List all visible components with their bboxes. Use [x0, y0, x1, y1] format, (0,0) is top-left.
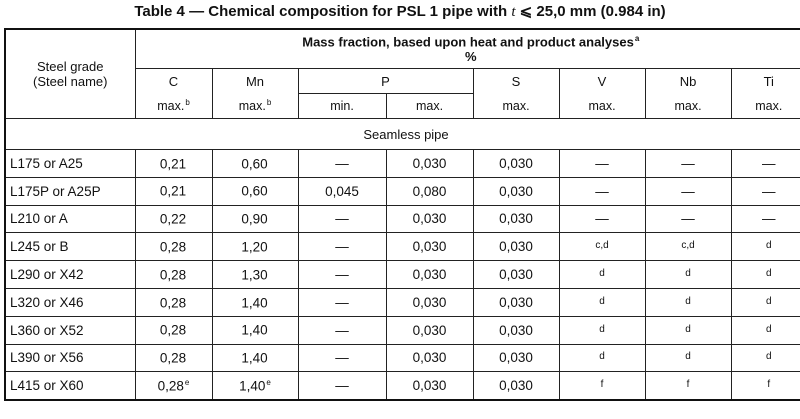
- carbon-cell: [135, 372, 212, 400]
- phosphorus-max-cell-value: 0,030: [412, 211, 447, 227]
- mass-fraction-footnote: a: [634, 33, 640, 43]
- phosphorus-min-cell: [298, 233, 386, 261]
- manganese-cell: [212, 233, 298, 261]
- manganese-cell: [212, 288, 298, 316]
- table-title-suffix: ⩽ 25,0 mm (0.984 in): [515, 3, 666, 20]
- sulfur-cell: [473, 177, 559, 205]
- titanium-cell-value: d: [765, 295, 772, 307]
- titanium-cell: [731, 205, 800, 233]
- table-row: [5, 205, 800, 233]
- carbon-cell-value: 0,21: [159, 183, 187, 199]
- niobium-cell-value: d: [685, 268, 691, 280]
- carbon-cell: [135, 261, 212, 289]
- phosphorus-max-cell-value: 0,030: [412, 322, 447, 338]
- limit-s: max.: [473, 94, 559, 119]
- titanium-cell: [731, 233, 800, 261]
- carbon-cell: [135, 344, 212, 372]
- phosphorus-max-cell: [386, 261, 473, 289]
- sulfur-cell-value: 0,030: [499, 155, 533, 171]
- phosphorus-min-cell: [298, 205, 386, 233]
- titanium-cell: [731, 372, 800, 400]
- titanium-cell-value: d: [765, 323, 772, 335]
- steel-grade-cell: [5, 288, 135, 316]
- percent-label: %: [464, 49, 477, 65]
- sulfur-cell-value: 0,030: [499, 267, 533, 283]
- manganese-cell-value: 1,40: [241, 322, 268, 338]
- titanium-cell: [731, 177, 800, 205]
- steel-grade-header: [5, 29, 135, 119]
- table-row: [5, 344, 800, 372]
- titanium-cell-value: —: [762, 155, 776, 171]
- table-title-prefix: Table 4 — Chemical composition for PSL 1 pipe with: [134, 3, 512, 20]
- steel-grade-cell: [5, 205, 135, 233]
- table-row: [5, 177, 800, 205]
- manganese-cell-value: 0,90: [241, 211, 268, 227]
- carbon-cell: [135, 177, 212, 205]
- sulfur-cell: [473, 261, 559, 289]
- element-header-c: C: [135, 69, 212, 94]
- manganese-cell-value: 1,40: [239, 378, 266, 394]
- manganese-cell: [212, 344, 298, 372]
- steel-grade-cell-value: L175P or A25P: [10, 183, 101, 199]
- vanadium-cell: [559, 233, 645, 261]
- section-row: [5, 119, 800, 150]
- steel-grade-cell: [5, 372, 135, 400]
- titanium-cell-value: d: [765, 240, 772, 252]
- vanadium-cell-value: d: [599, 268, 605, 280]
- carbon-cell-footnote: e: [184, 378, 190, 388]
- element-header-s: S: [473, 69, 559, 94]
- vanadium-cell-value: d: [599, 351, 605, 363]
- manganese-cell-footnote: e: [266, 378, 271, 388]
- carbon-cell: [135, 205, 212, 233]
- limit-mn: [212, 94, 298, 119]
- phosphorus-min-cell-value: —: [335, 267, 349, 283]
- sulfur-cell: [473, 316, 559, 344]
- carbon-cell-value: 0,28: [159, 350, 187, 366]
- phosphorus-min-cell: [298, 344, 386, 372]
- carbon-cell: [135, 288, 212, 316]
- sulfur-cell-value: 0,030: [499, 294, 533, 310]
- vanadium-cell: [559, 288, 645, 316]
- steel-grade-cell-value: L390 or X56: [10, 350, 84, 366]
- phosphorus-min-cell: [298, 177, 386, 205]
- niobium-cell-value: c,d: [681, 240, 695, 252]
- vanadium-cell: [559, 372, 645, 400]
- phosphorus-max-cell: [386, 233, 473, 261]
- phosphorus-min-cell: [298, 372, 386, 400]
- steel-grade-cell-value: L360 or X52: [10, 322, 84, 338]
- vanadium-cell: [559, 344, 645, 372]
- vanadium-cell: [559, 150, 645, 178]
- manganese-cell-value: 1,20: [241, 239, 268, 255]
- phosphorus-max-cell: [386, 205, 473, 233]
- niobium-cell-value: f: [686, 379, 690, 391]
- niobium-cell: [645, 288, 731, 316]
- niobium-cell-value: d: [685, 295, 691, 307]
- table-title: [0, 0, 800, 27]
- steel-grade-cell: [5, 150, 135, 178]
- limit-c-text: max.: [157, 99, 185, 114]
- phosphorus-min-cell-value: —: [335, 294, 349, 310]
- sulfur-cell: [473, 344, 559, 372]
- carbon-cell-value: 0,28: [159, 267, 187, 283]
- carbon-cell-value: 0,28: [157, 378, 184, 394]
- phosphorus-min-cell-value: 0,045: [325, 183, 359, 199]
- sulfur-cell-value: 0,030: [499, 378, 533, 394]
- table-row: [5, 288, 800, 316]
- niobium-cell: [645, 372, 731, 400]
- table-row: [5, 372, 800, 400]
- titanium-cell: [731, 261, 800, 289]
- phosphorus-max-cell-value: 0,080: [412, 183, 447, 199]
- element-header-mn: Mn: [212, 69, 298, 94]
- phosphorus-max-cell-value: 0,030: [412, 239, 447, 255]
- phosphorus-min-cell: [298, 316, 386, 344]
- steel-name-label: (Steel name): [33, 74, 108, 89]
- steel-grade-cell-value: L210 or A: [10, 211, 68, 227]
- phosphorus-max-cell: [386, 288, 473, 316]
- mass-fraction-label: Mass fraction, based upon heat and product analyses: [302, 34, 634, 50]
- table-row: [5, 261, 800, 289]
- vanadium-cell: [559, 177, 645, 205]
- titanium-cell: [731, 344, 800, 372]
- niobium-cell: [645, 150, 731, 178]
- carbon-cell-value: 0,28: [159, 295, 187, 311]
- phosphorus-min-cell: [298, 261, 386, 289]
- manganese-cell-value: 1,30: [241, 267, 268, 283]
- mass-fraction-header: [135, 29, 800, 69]
- limit-mn-footnote: b: [266, 98, 272, 108]
- niobium-cell: [645, 233, 731, 261]
- phosphorus-min-cell-value: —: [335, 350, 349, 366]
- niobium-cell: [645, 344, 731, 372]
- steel-grade-cell-value: L290 or X42: [10, 267, 84, 283]
- element-header-p: P: [298, 69, 473, 94]
- phosphorus-min-cell-value: —: [335, 155, 349, 171]
- steel-grade-cell-value: L175 or A25: [10, 155, 83, 171]
- phosphorus-min-cell-value: —: [335, 378, 349, 394]
- limit-p-max: max.: [386, 94, 473, 119]
- manganese-cell: [212, 316, 298, 344]
- vanadium-cell-value: —: [595, 155, 609, 171]
- steel-grade-label: Steel grade: [37, 59, 104, 74]
- carbon-cell-value: 0,22: [159, 211, 187, 227]
- manganese-cell: [212, 150, 298, 178]
- sulfur-cell: [473, 233, 559, 261]
- sulfur-cell-value: 0,030: [499, 183, 533, 199]
- steel-grade-cell: [5, 233, 135, 261]
- manganese-cell: [212, 261, 298, 289]
- limit-v: max.: [559, 94, 645, 119]
- phosphorus-min-cell: [298, 288, 386, 316]
- titanium-cell-value: d: [765, 351, 772, 363]
- phosphorus-min-cell-value: —: [335, 322, 349, 338]
- table-row: [5, 150, 800, 178]
- phosphorus-max-cell-value: 0,030: [412, 294, 447, 310]
- limit-p-min: min.: [298, 94, 386, 119]
- titanium-cell-value: —: [762, 211, 776, 227]
- phosphorus-max-cell: [386, 316, 473, 344]
- phosphorus-min-cell: [298, 150, 386, 178]
- niobium-cell-value: d: [685, 351, 691, 363]
- vanadium-cell-value: —: [595, 183, 609, 199]
- phosphorus-min-cell-value: —: [335, 211, 349, 227]
- steel-grade-cell: [5, 261, 135, 289]
- carbon-cell: [135, 316, 212, 344]
- sulfur-cell: [473, 288, 559, 316]
- phosphorus-max-cell-value: 0,030: [412, 155, 447, 171]
- titanium-cell-value: d: [765, 268, 772, 280]
- vanadium-cell: [559, 261, 645, 289]
- steel-grade-cell: [5, 344, 135, 372]
- limit-c-footnote: b: [185, 98, 190, 108]
- vanadium-cell-value: d: [599, 323, 605, 335]
- sulfur-cell: [473, 150, 559, 178]
- chemical-composition-table: [4, 28, 800, 401]
- titanium-cell-value: f: [767, 379, 771, 391]
- titanium-cell-value: —: [762, 183, 776, 199]
- phosphorus-max-cell: [386, 344, 473, 372]
- element-header-nb: Nb: [645, 69, 731, 94]
- steel-grade-cell-value: L245 or B: [10, 239, 69, 255]
- phosphorus-max-cell-value: 0,030: [412, 378, 447, 394]
- niobium-cell: [645, 261, 731, 289]
- niobium-cell: [645, 205, 731, 233]
- steel-grade-cell: [5, 177, 135, 205]
- manganese-cell-value: 0,60: [241, 156, 268, 172]
- manganese-cell-value: 1,40: [241, 350, 268, 366]
- niobium-cell-value: —: [681, 211, 695, 227]
- table-body: [5, 150, 800, 401]
- vanadium-cell-value: —: [595, 211, 609, 227]
- phosphorus-max-cell-value: 0,030: [412, 267, 447, 283]
- carbon-cell: [135, 150, 212, 178]
- titanium-cell: [731, 288, 800, 316]
- manganese-cell-value: 1,40: [241, 295, 268, 311]
- thickness-variable: t: [511, 4, 516, 20]
- vanadium-cell: [559, 205, 645, 233]
- phosphorus-max-cell-value: 0,030: [412, 350, 447, 366]
- titanium-cell: [731, 150, 800, 178]
- element-header-ti: Ti: [731, 69, 800, 94]
- limit-mn-text: max.: [238, 99, 266, 114]
- table-row: [5, 316, 800, 344]
- sulfur-cell-value: 0,030: [499, 239, 533, 255]
- limit-nb: max.: [645, 94, 731, 119]
- sulfur-cell-value: 0,030: [499, 350, 533, 366]
- sulfur-cell: [473, 372, 559, 400]
- header-row-mass-fraction: [5, 29, 800, 69]
- phosphorus-max-cell: [386, 150, 473, 178]
- niobium-cell: [645, 316, 731, 344]
- sulfur-cell: [473, 205, 559, 233]
- section-title-seamless-pipe: Seamless pipe: [5, 119, 800, 150]
- titanium-cell: [731, 316, 800, 344]
- vanadium-cell-value: c,d: [595, 240, 609, 252]
- carbon-cell: [135, 233, 212, 261]
- manganese-cell: [212, 205, 298, 233]
- phosphorus-max-cell: [386, 372, 473, 400]
- niobium-cell-value: d: [685, 323, 691, 335]
- niobium-cell-value: —: [681, 155, 695, 171]
- manganese-cell: [212, 177, 298, 205]
- niobium-cell-value: —: [681, 183, 695, 199]
- niobium-cell: [645, 177, 731, 205]
- table-row: [5, 233, 800, 261]
- limit-c: [135, 94, 212, 119]
- carbon-cell-value: 0,21: [159, 156, 187, 172]
- carbon-cell-value: 0,28: [159, 322, 187, 338]
- steel-grade-cell-value: L320 or X46: [10, 294, 84, 310]
- sulfur-cell-value: 0,030: [499, 322, 533, 338]
- phosphorus-min-cell-value: —: [335, 239, 349, 255]
- sulfur-cell-value: 0,030: [499, 211, 533, 227]
- limit-ti: max.: [731, 94, 800, 119]
- carbon-cell-value: 0,28: [159, 239, 187, 255]
- vanadium-cell-value: d: [599, 295, 605, 307]
- steel-grade-cell: [5, 316, 135, 344]
- manganese-cell: [212, 372, 298, 400]
- vanadium-cell-value: f: [600, 379, 604, 391]
- steel-grade-cell-value: L415 or X60: [10, 378, 84, 394]
- manganese-cell-value: 0,60: [241, 183, 268, 199]
- vanadium-cell: [559, 316, 645, 344]
- phosphorus-max-cell: [386, 177, 473, 205]
- element-header-v: V: [559, 69, 645, 94]
